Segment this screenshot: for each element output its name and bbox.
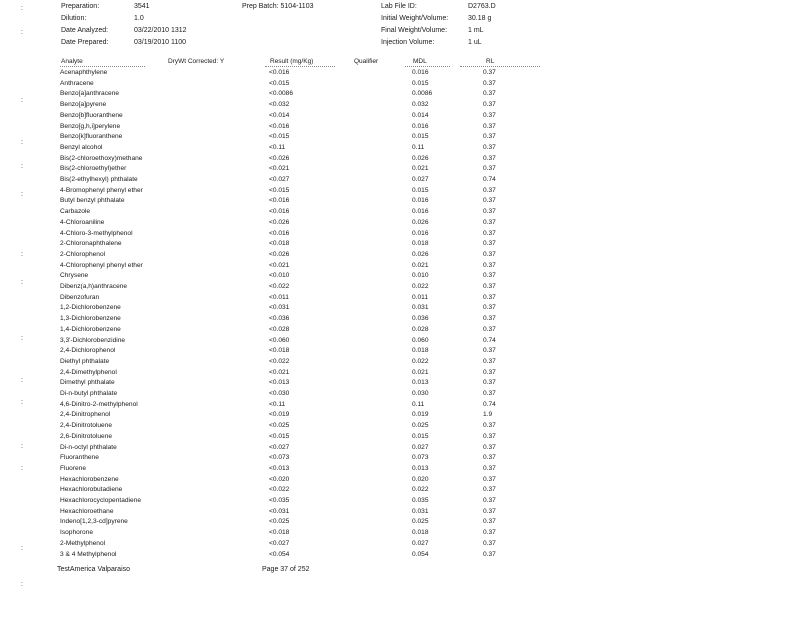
rl-cell: 1.9 — [483, 411, 493, 419]
margin-mark: : — [21, 251, 23, 258]
rl-cell: 0.37 — [483, 539, 496, 547]
mdl-cell: 0.010 — [412, 272, 429, 280]
margin-mark: : — [21, 191, 23, 198]
table-row — [0, 154, 800, 165]
result-cell: <0.060 — [269, 336, 290, 344]
analyte-cell: Butyl benzyl phthalate — [60, 197, 125, 205]
result-cell: <0.018 — [269, 347, 290, 355]
table-row — [0, 293, 800, 304]
rl-cell: 0.37 — [483, 283, 496, 290]
mdl-cell: 0.026 — [412, 218, 429, 226]
analyte-cell: Bis(2-chloroethoxy)methane — [60, 154, 143, 162]
analyte-cell: Benzo[k]fluoranthene — [60, 133, 123, 141]
header-right-field-label: Lab File ID: — [381, 3, 417, 10]
rl-cell: 0.37 — [483, 122, 496, 130]
result-cell: <0.025 — [269, 518, 290, 526]
header-right-field-value: 1 mL — [468, 27, 484, 34]
mdl-cell: 0.015 — [412, 79, 429, 87]
result-cell: <0.013 — [269, 379, 290, 387]
result-cell: <0.021 — [269, 165, 290, 173]
table-row — [0, 314, 800, 325]
result-cell: <0.031 — [269, 507, 290, 515]
result-cell: <0.027 — [269, 443, 290, 451]
header-right-field-label: Final Weight/Volume: — [381, 27, 448, 34]
rl-cell: 0.37 — [483, 101, 496, 109]
mdl-cell: 0.016 — [412, 229, 429, 237]
table-row — [0, 303, 800, 314]
analyte-cell: Bis(2-chloroethyl)ether — [60, 165, 127, 173]
rl-cell: 0.37 — [483, 368, 496, 376]
rl-cell: 0.37 — [483, 272, 496, 280]
analyte-cell: Dibenz(a,h)anthracene — [60, 283, 128, 290]
table-row — [0, 378, 800, 389]
mdl-cell: 0.027 — [412, 443, 429, 451]
table-row — [0, 368, 800, 379]
margin-mark: : — [21, 5, 23, 12]
mdl-cell: 0.016 — [412, 69, 429, 76]
col-header-mdl: MDL — [413, 58, 427, 65]
result-cell: <0.016 — [269, 197, 290, 205]
analyte-cell: 2-Chloronaphthalene — [60, 240, 122, 248]
mdl-cell: 0.016 — [412, 122, 429, 130]
rl-cell: 0.37 — [483, 475, 496, 483]
rl-cell: 0.37 — [483, 208, 496, 216]
rl-cell: 0.37 — [483, 293, 496, 301]
analyte-cell: Benzo[a]pyrene — [60, 101, 107, 109]
header-left-field-value: 3541 — [134, 3, 150, 10]
rl-cell: 0.37 — [483, 197, 496, 205]
rl-cell: 0.37 — [483, 111, 496, 119]
analyte-cell: 1,4-Dichlorobenzene — [60, 325, 121, 333]
table-row — [0, 528, 800, 539]
result-cell: <0.073 — [269, 454, 290, 462]
rl-cell: 0.37 — [483, 154, 496, 162]
margin-mark: : — [21, 29, 23, 36]
mdl-cell: 0.021 — [412, 261, 429, 269]
mdl-cell: 0.021 — [412, 368, 429, 376]
result-cell: <0.022 — [269, 486, 290, 494]
table-row — [0, 550, 800, 561]
header-left-field-label: Date Prepared: — [61, 39, 109, 46]
mdl-cell: 0.022 — [412, 357, 429, 365]
analyte-cell: 4-Chlorophenyl phenyl ether — [60, 261, 143, 269]
rl-cell: 0.74 — [483, 400, 496, 408]
mdl-cell: 0.027 — [412, 539, 429, 547]
analyte-cell: Benzo[a]anthracene — [60, 90, 120, 98]
rl-cell: 0.37 — [483, 486, 496, 494]
rl-cell: 0.37 — [483, 69, 496, 76]
mdl-cell: 0.015 — [412, 133, 429, 141]
result-cell: <0.027 — [269, 539, 290, 547]
mdl-cell: 0.020 — [412, 475, 429, 483]
rl-cell: 0.37 — [483, 240, 496, 248]
header-left-field-label: Preparation: — [61, 3, 100, 10]
analyte-cell: 4-Chloroaniline — [60, 218, 105, 226]
margin-mark: : — [21, 163, 23, 170]
result-cell: <0.015 — [269, 133, 290, 141]
footer-lab-name: TestAmerica Valparaiso — [57, 566, 131, 573]
result-cell: <0.011 — [269, 293, 289, 301]
result-cell: <0.028 — [269, 325, 290, 333]
margin-mark: : — [21, 465, 23, 472]
rl-cell: 0.74 — [483, 176, 496, 183]
mdl-cell: 0.013 — [412, 379, 429, 387]
rl-cell: 0.37 — [483, 390, 496, 397]
table-row — [0, 100, 800, 111]
analyte-cell: Benzo[g,h,i]perylene — [60, 122, 121, 130]
analyte-cell: 4-Bromophenyl phenyl ether — [60, 186, 143, 194]
mdl-cell: 0.11 — [412, 143, 425, 151]
header-right-field-label: Initial Weight/Volume: — [381, 15, 449, 22]
mdl-cell: 0.022 — [412, 283, 429, 290]
margin-mark: : — [21, 139, 23, 146]
table-row — [0, 229, 800, 240]
result-cell: <0.014 — [269, 111, 290, 119]
table-row — [0, 122, 800, 133]
table-row — [0, 443, 800, 454]
rl-cell: 0.37 — [483, 304, 496, 312]
margin-mark: : — [21, 279, 23, 286]
analyte-cell: 1,3-Dichlorobenzene — [60, 315, 121, 323]
table-row — [0, 79, 800, 90]
table-row — [0, 250, 800, 261]
result-cell: <0.022 — [269, 357, 290, 365]
mdl-cell: 0.016 — [412, 208, 429, 216]
result-cell: <0.022 — [269, 283, 290, 290]
result-cell: <0.015 — [269, 432, 290, 440]
table-row — [0, 507, 800, 518]
analyte-cell: Fluorene — [60, 464, 87, 472]
table-row — [0, 143, 800, 154]
mdl-cell: 0.014 — [412, 111, 429, 119]
mdl-cell: 0.025 — [412, 422, 429, 430]
rl-cell: 0.37 — [483, 507, 496, 515]
result-cell: <0.11 — [269, 143, 286, 151]
table-row — [0, 325, 800, 336]
analyte-cell: Acenaphthylene — [60, 69, 108, 76]
result-cell: <0.018 — [269, 529, 290, 537]
table-row — [0, 421, 800, 432]
margin-mark: : — [21, 443, 23, 450]
mdl-cell: 0.011 — [412, 293, 429, 301]
result-cell: <0.016 — [269, 69, 290, 76]
table-row — [0, 207, 800, 218]
mdl-cell: 0.031 — [412, 304, 429, 312]
table-row — [0, 357, 800, 368]
margin-mark: : — [21, 377, 23, 384]
table-row — [0, 196, 800, 207]
mdl-cell: 0.019 — [412, 411, 429, 419]
analyte-cell: Chrysene — [60, 272, 89, 280]
mdl-cell: 0.015 — [412, 186, 429, 194]
header-left-field-label: Dilution: — [61, 15, 87, 22]
analyte-cell: Dibenzofuran — [60, 293, 100, 301]
mdl-cell: 0.015 — [412, 432, 429, 440]
analyte-cell: Diethyl phthalate — [60, 357, 110, 365]
result-cell: <0.054 — [269, 550, 290, 558]
result-cell: <0.031 — [269, 304, 290, 312]
analyte-cell: Hexachlorobenzene — [60, 475, 119, 483]
mdl-cell: 0.060 — [412, 336, 429, 344]
mdl-cell: 0.018 — [412, 347, 429, 355]
rl-cell: 0.37 — [483, 250, 496, 258]
result-cell: <0.021 — [269, 261, 290, 269]
rl-cell: 0.37 — [483, 186, 496, 194]
mdl-cell: 0.11 — [412, 400, 425, 408]
result-cell: <0.032 — [269, 101, 290, 109]
header-left-field-label: Date Analyzed: — [61, 27, 109, 34]
analyte-cell: Dimethyl phthalate — [60, 379, 115, 387]
prep-batch: Prep Batch: 5104-1103 — [242, 3, 314, 10]
result-cell: <0.010 — [269, 272, 290, 280]
result-cell: <0.11 — [269, 400, 286, 408]
table-row — [0, 271, 800, 282]
analyte-cell: 1,2-Dichlorobenzene — [60, 304, 121, 312]
margin-mark: : — [21, 581, 23, 588]
mdl-cell: 0.036 — [412, 315, 429, 323]
analyte-cell: Hexachlorobutadiene — [60, 486, 123, 494]
result-cell: <0.013 — [269, 464, 290, 472]
table-row — [0, 336, 800, 347]
table-row — [0, 464, 800, 475]
analyte-cell: 2,4-Dimethylphenol — [60, 368, 117, 376]
table-row — [0, 453, 800, 464]
rl-cell: 0.74 — [483, 336, 496, 344]
rl-cell: 0.37 — [483, 497, 496, 504]
rl-cell: 0.37 — [483, 229, 496, 237]
result-cell: <0.026 — [269, 154, 290, 162]
table-row — [0, 132, 800, 143]
rl-cell: 0.37 — [483, 79, 496, 87]
table-row — [0, 282, 800, 293]
table-row — [0, 175, 800, 186]
analyte-cell: Anthracene — [60, 79, 94, 87]
col-header-rl: RL — [486, 58, 495, 65]
analyte-cell: Benzo[b]fluoranthene — [60, 111, 123, 119]
analyte-cell: 3 & 4 Methylphenol — [60, 550, 117, 558]
rl-cell: 0.37 — [483, 529, 496, 537]
analyte-cell: Hexachlorocyclopentadiene — [60, 497, 142, 504]
col-header-analyte: Analyte — [61, 58, 83, 65]
table-row — [0, 218, 800, 229]
analyte-cell: 2-Methylphenol — [60, 539, 106, 547]
footer-page-number: Page 37 of 252 — [262, 566, 310, 573]
mdl-cell: 0.013 — [412, 464, 429, 472]
table-row — [0, 389, 800, 400]
rl-cell: 0.37 — [483, 454, 496, 462]
col-header-drywt: DryWt Corrected: Y — [168, 58, 225, 65]
rl-cell: 0.37 — [483, 165, 496, 173]
mdl-cell: 0.016 — [412, 197, 429, 205]
rl-cell: 0.37 — [483, 550, 496, 558]
table-row — [0, 186, 800, 197]
result-cell: <0.030 — [269, 390, 290, 397]
mdl-cell: 0.027 — [412, 176, 429, 183]
analyte-cell: 2,6-Dinitrotoluene — [60, 432, 113, 440]
result-cell: <0.015 — [269, 79, 290, 87]
margin-mark: : — [21, 97, 23, 104]
margin-mark: : — [21, 545, 23, 552]
header-right-field-value: D2763.D — [468, 3, 496, 10]
margin-mark: : — [21, 335, 23, 342]
result-cell: <0.015 — [269, 186, 290, 194]
analyte-cell: Carbazole — [60, 208, 91, 216]
col-header-qualifier: Qualifier — [354, 58, 379, 65]
table-row — [0, 475, 800, 486]
analyte-cell: 2-Chlorophenol — [60, 250, 106, 258]
header-right-field-label: Injection Volume: — [381, 39, 435, 46]
result-cell: <0.021 — [269, 368, 290, 376]
result-cell: <0.027 — [269, 176, 290, 183]
analyte-cell: 3,3'-Dichlorobenzidine — [60, 336, 126, 344]
rl-cell: 0.37 — [483, 443, 496, 451]
table-row — [0, 539, 800, 550]
analyte-cell: 4,6-Dinitro-2-methylphenol — [60, 400, 138, 408]
table-row — [0, 400, 800, 411]
rl-cell: 0.37 — [483, 315, 496, 323]
rl-cell: 0.37 — [483, 261, 496, 269]
rl-cell: 0.37 — [483, 347, 496, 355]
rl-cell: 0.37 — [483, 379, 496, 387]
table-row — [0, 111, 800, 122]
table-row — [0, 517, 800, 528]
result-cell: <0.018 — [269, 240, 290, 248]
mdl-cell: 0.026 — [412, 154, 429, 162]
analyte-cell: Hexachloroethane — [60, 507, 114, 515]
result-cell: <0.016 — [269, 229, 290, 237]
rl-cell: 0.37 — [483, 422, 496, 430]
col-header-result: Result (mg/Kg) — [270, 58, 314, 65]
result-cell: <0.020 — [269, 475, 290, 483]
table-row — [0, 261, 800, 272]
mdl-cell: 0.028 — [412, 325, 429, 333]
mdl-cell: 0.073 — [412, 454, 429, 462]
header-left-field-value: 1.0 — [134, 15, 144, 22]
rl-cell: 0.37 — [483, 432, 496, 440]
result-cell: <0.036 — [269, 315, 290, 323]
rl-cell: 0.37 — [483, 518, 496, 526]
analyte-cell: 4-Chloro-3-methylphenol — [60, 229, 133, 237]
table-row — [0, 164, 800, 175]
rl-cell: 0.37 — [483, 464, 496, 472]
header-left-field-value: 03/22/2010 1312 — [134, 27, 187, 34]
analyte-cell: Di-n-octyl phthalate — [60, 443, 117, 451]
table-row — [0, 432, 800, 443]
result-cell: <0.026 — [269, 250, 290, 258]
header-right-field-value: 30.18 g — [468, 15, 492, 22]
table-row — [0, 239, 800, 250]
mdl-cell: 0.0086 — [412, 90, 433, 98]
result-cell: <0.0086 — [269, 90, 294, 98]
result-cell: <0.016 — [269, 122, 290, 130]
analyte-cell: 2,4-Dinitrophenol — [60, 411, 111, 419]
mdl-cell: 0.021 — [412, 165, 429, 173]
result-cell: <0.035 — [269, 497, 290, 504]
table-row — [0, 485, 800, 496]
result-cell: <0.019 — [269, 411, 290, 419]
table-row — [0, 496, 800, 507]
mdl-cell: 0.030 — [412, 390, 429, 397]
rl-cell: 0.37 — [483, 133, 496, 141]
mdl-cell: 0.022 — [412, 486, 429, 494]
margin-mark: : — [21, 399, 23, 406]
rl-cell: 0.37 — [483, 90, 496, 98]
table-row — [0, 346, 800, 357]
mdl-cell: 0.018 — [412, 529, 429, 537]
analyte-cell: Di-n-butyl phthalate — [60, 390, 118, 397]
result-cell: <0.025 — [269, 422, 290, 430]
table-row — [0, 68, 800, 79]
mdl-cell: 0.025 — [412, 518, 429, 526]
result-cell: <0.026 — [269, 218, 290, 226]
mdl-cell: 0.054 — [412, 550, 429, 558]
mdl-cell: 0.035 — [412, 497, 429, 504]
rl-cell: 0.37 — [483, 325, 496, 333]
header-left-field-value: 03/19/2010 1100 — [134, 39, 187, 46]
table-row — [0, 410, 800, 421]
result-cell: <0.016 — [269, 208, 290, 216]
table-row — [0, 89, 800, 100]
header-right-field-value: 1 uL — [468, 39, 482, 46]
analyte-cell: Bis(2-ethylhexyl) phthalate — [60, 176, 138, 183]
analyte-cell: Indeno[1,2,3-cd]pyrene — [60, 518, 128, 526]
mdl-cell: 0.031 — [412, 507, 429, 515]
analyte-cell: 2,4-Dichlorophenol — [60, 347, 116, 355]
mdl-cell: 0.032 — [412, 101, 429, 109]
mdl-cell: 0.018 — [412, 240, 429, 248]
analyte-cell: Fluoranthene — [60, 454, 99, 462]
mdl-cell: 0.026 — [412, 250, 429, 258]
analyte-cell: Isophorone — [60, 529, 93, 537]
analyte-cell: Benzyl alcohol — [60, 143, 103, 151]
rl-cell: 0.37 — [483, 218, 496, 226]
analyte-cell: 2,4-Dinitrotoluene — [60, 422, 113, 430]
rl-cell: 0.37 — [483, 357, 496, 365]
rl-cell: 0.37 — [483, 143, 496, 151]
